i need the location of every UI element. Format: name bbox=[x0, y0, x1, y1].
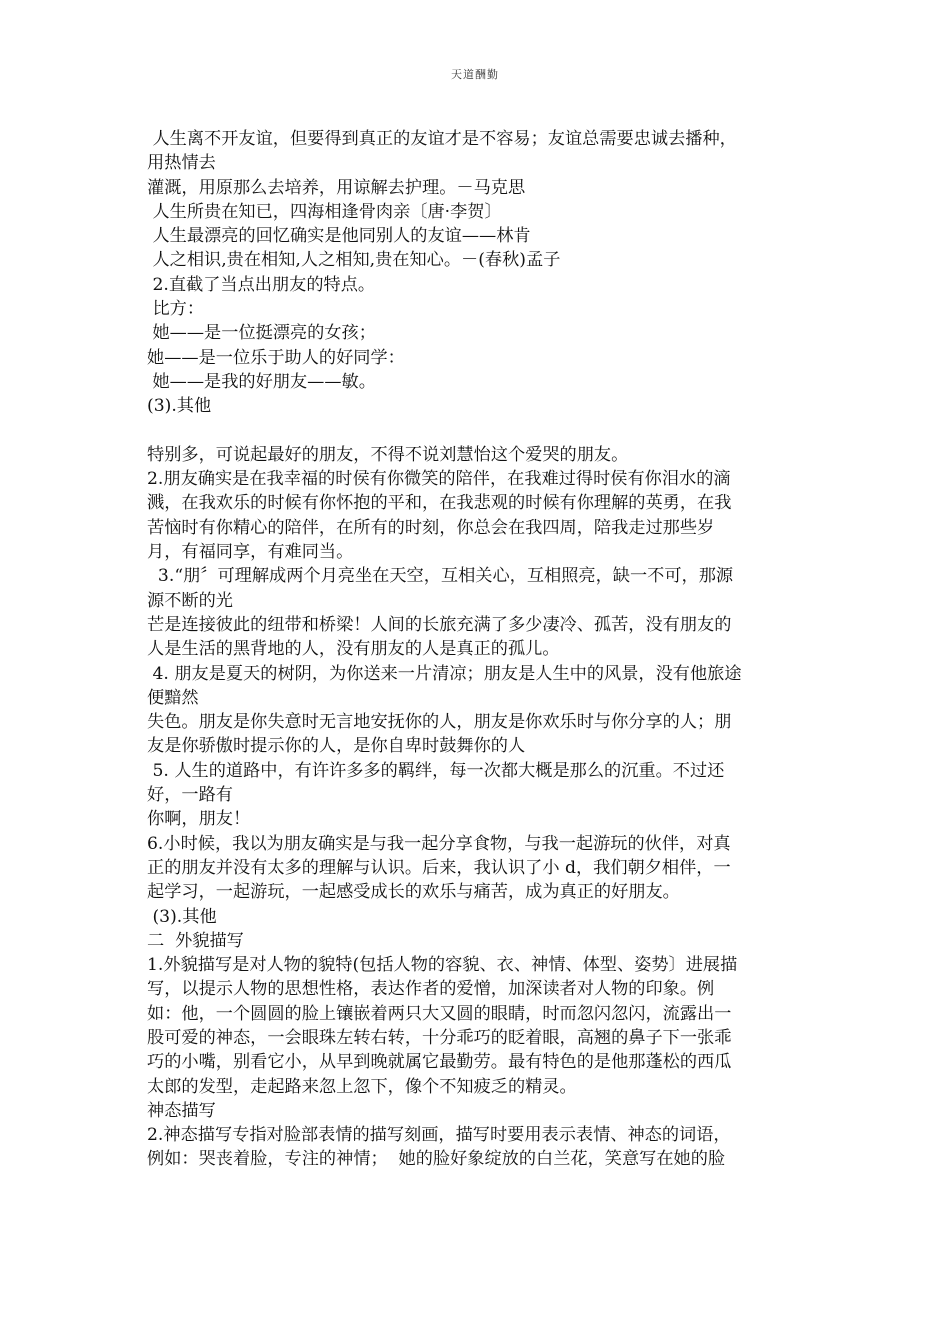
text-line: 失色。朋友是你失意时无言地安抚你的人，朋友是你欢乐时与你分享的人；朋 bbox=[147, 712, 732, 733]
text-line: 股可爱的神态，一会眼珠左转右转，十分乖巧的眨着眼，高翘的鼻子下一张乖 bbox=[147, 1027, 732, 1048]
text-line: 写，以提示人物的思想性格，表达作者的爱憎，加深读者对人物的印象。例 bbox=[147, 979, 715, 1000]
text-line: 特别多，可说起最好的朋友，不得不说刘慧怡这个爱哭的朋友。 bbox=[147, 444, 629, 465]
text-line: 太郎的发型，走起路来忽上忽下，像个不知疲乏的精灵。 bbox=[147, 1076, 577, 1097]
text-line: 2.直截了当点出朋友的特点。 bbox=[147, 274, 376, 295]
text-line: 人是生活的黑背地的人，没有朋友的人是真正的孤儿。 bbox=[147, 639, 560, 660]
text-line: 便黯然 bbox=[147, 687, 199, 708]
text-line: 溅，在我欢乐的时候有你怀抱的平和，在我悲观的时候有你理解的英勇，在我 bbox=[147, 493, 732, 514]
text-line: 如：他，一个圆圆的脸上镶嵌着两只大又圆的眼睛，时而忽闪忽闪，流露出一 bbox=[147, 1003, 732, 1024]
text-line: 比方： bbox=[147, 299, 205, 320]
text-line: 她——是我的好朋友——敏。 bbox=[147, 371, 376, 392]
page-header: 天道酬勤 bbox=[451, 68, 499, 81]
text-line: 月，有福同享，有难同当。 bbox=[147, 542, 354, 563]
text-line: 灌溉，用原那么去培养，用谅解去护理。－马克思 bbox=[147, 177, 526, 198]
document-body bbox=[147, 127, 807, 1172]
text-line: 苦恼时有你精心的陪伴，在所有的时刻，你总会在我四周，陪我走过那些岁 bbox=[147, 517, 715, 538]
text-line: 芒是连接彼此的纽带和桥梁！人间的长旅充满了多少凄冷、孤苦，没有朋友的 bbox=[147, 614, 732, 635]
text-line: 人生所贵在知已，四海相逢骨肉亲〔唐·李贺〕 bbox=[147, 201, 502, 222]
text-line: (3).其他 bbox=[147, 906, 217, 927]
text-line: 3.“朋〞可理解成两个月亮坐在天空，互相关心，互相照亮，缺一不可，那源 bbox=[147, 566, 734, 587]
text-line: 5. 人生的道路中，有许许多多的羁绊，每一次都大概是那么的沉重。不过还 bbox=[147, 760, 725, 781]
text-line: 6.小时候，我以为朋友确实是与我一起分享食物，与我一起游玩的伙伴，对真 bbox=[147, 833, 731, 854]
text-line: 正的朋友并没有太多的理解与认识。后来，我认识了小 d，我们朝夕相伴，一 bbox=[147, 857, 731, 878]
text-line: 人生离不开友谊，但要得到真正的友谊才是不容易；友谊总需要忠诚去播种， bbox=[147, 129, 737, 149]
text-line: 2.朋友确实是在我幸福的时侯有你微笑的陪伴，在我难过得时侯有你泪水的滴 bbox=[147, 469, 731, 490]
text-line: 友是你骄傲时提示你的人，是你自卑时鼓舞你的人 bbox=[147, 736, 526, 757]
text-line: 好，一路有 bbox=[147, 785, 233, 806]
text-line: 人生最漂亮的回忆确实是他同别人的友谊——林肯 bbox=[147, 226, 531, 247]
subsection-heading: 神态描写 bbox=[147, 1100, 216, 1121]
text-line: 她——是一位挺漂亮的女孩； bbox=[147, 323, 376, 344]
text-line: 她——是一位乐于助人的好同学： bbox=[147, 347, 405, 368]
text-line: 用热情去 bbox=[147, 153, 216, 174]
text-line: 你啊，朋友！ bbox=[147, 809, 251, 830]
text-line: 2.神态描写专指对脸部表情的描写刻画，描写时要用表示表情、神态的词语， bbox=[147, 1125, 731, 1146]
blank-line bbox=[147, 419, 807, 443]
text-line: 起学习，一起游玩，一起感受成长的欢乐与痛苦，成为真正的好朋友。 bbox=[147, 882, 680, 903]
text-line: 1.外貌描写是对人物的貌特(包括人物的容貌、衣、神情、体型、姿势〕进展描 bbox=[147, 955, 738, 976]
text-line: (3).其他 bbox=[147, 396, 212, 417]
text-line: 巧的小嘴，别看它小，从早到晚就属它最勤劳。最有特色的是他那蓬松的西瓜 bbox=[147, 1052, 732, 1073]
text-line: 人之相识,贵在相知,人之相知,贵在知心。－(春秋)孟子 bbox=[147, 250, 561, 271]
text-line: 源不断的光 bbox=[147, 590, 233, 611]
text-line: 例如：哭丧着脸，专注的神情； 她的脸好象绽放的白兰花，笑意写在她的脸 bbox=[147, 1149, 726, 1170]
section-heading: 二 外貌描写 bbox=[147, 930, 244, 951]
text-line: 4. 朋友是夏天的树阴，为你送来一片清凉；朋友是人生中的风景，没有他旅途 bbox=[147, 663, 742, 684]
